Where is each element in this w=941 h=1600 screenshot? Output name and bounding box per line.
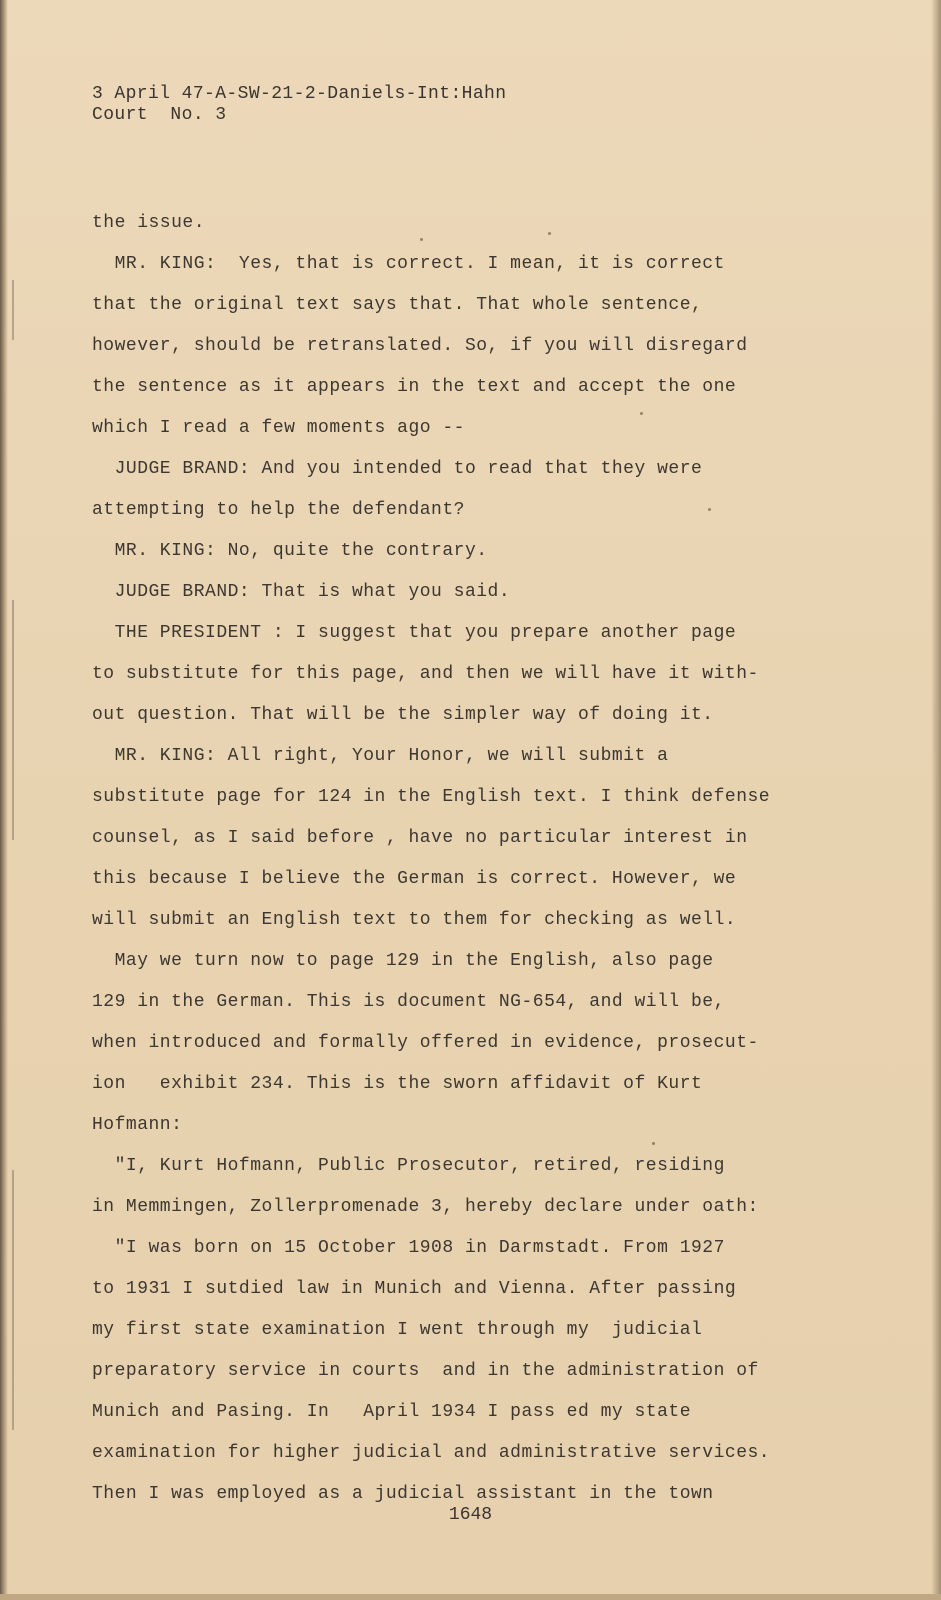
- document-header: [92, 84, 506, 126]
- text-line: the sentence as it appears in the text and accept the one: [92, 377, 737, 397]
- text-line: MR. KING: All right, Your Honor, we will submit a: [92, 746, 669, 766]
- text-line: 129 in the German. This is document NG-654, and will be,: [92, 992, 725, 1012]
- text-line: substitute page for 124 in the English text. I think defense: [92, 787, 771, 807]
- text-line: May we turn now to page 129 in the English, also page: [92, 951, 714, 971]
- text-line: preparatory service in courts and in the administration of: [92, 1361, 759, 1381]
- paper-speck: [420, 238, 423, 241]
- text-line: attempting to help the defendant?: [92, 500, 465, 520]
- text-line: to substitute for this page, and then we will have it with-: [92, 664, 759, 684]
- text-line: Hofmann:: [92, 1115, 183, 1135]
- paper-speck: [548, 232, 551, 235]
- page-bottom-edge: [0, 1594, 941, 1600]
- margin-mark: [12, 1170, 14, 1430]
- text-line: will submit an English text to them for checking as well.: [92, 910, 737, 930]
- text-line: counsel, as I said before , have no particular interest in: [92, 828, 748, 848]
- text-line: my first state examination I went through my judicial: [92, 1320, 703, 1340]
- text-line: when introduced and formally offered in evidence, prosecut-: [92, 1033, 759, 1053]
- text-line: ion exhibit 234. This is the sworn affidavit of Kurt: [92, 1074, 703, 1094]
- text-line: this because I believe the German is correct. However, we: [92, 869, 737, 889]
- header-line-1: 3 April 47-A-SW-21-2-Daniels-Int:Hahn: [92, 84, 507, 104]
- text-line: that the original text says that. That whole sentence,: [92, 295, 703, 315]
- text-line: examination for higher judicial and administrative services.: [92, 1443, 771, 1463]
- paper-speck: [640, 412, 643, 415]
- margin-mark: [12, 280, 14, 340]
- text-line: MR. KING: No, quite the contrary.: [92, 541, 488, 561]
- page-left-edge: [0, 0, 8, 1600]
- text-line: in Memmingen, Zollerpromenade 3, hereby declare under oath:: [92, 1197, 759, 1217]
- text-line: "I was born on 15 October 1908 in Darmstadt. From 1927: [92, 1238, 725, 1258]
- text-line: to 1931 I sutdied law in Munich and Vienna. After passing: [92, 1279, 737, 1299]
- page-right-edge: [931, 0, 941, 1600]
- text-line: Munich and Pasing. In April 1934 I pass ed my state: [92, 1402, 691, 1422]
- text-line: the issue.: [92, 213, 206, 233]
- text-line: MR. KING: Yes, that is correct. I mean, it is correct: [92, 254, 725, 274]
- paper-speck: [652, 1142, 655, 1145]
- text-line: out question. That will be the simpler way of doing it.: [92, 705, 714, 725]
- text-line: JUDGE BRAND: That is what you said.: [92, 582, 511, 602]
- text-line: THE PRESIDENT : I suggest that you prepare another page: [92, 623, 737, 643]
- page-number: 1648: [448, 1505, 493, 1525]
- paper-speck: [708, 508, 711, 511]
- text-line: however, should be retranslated. So, if you will disregard: [92, 336, 748, 356]
- margin-mark: [12, 600, 14, 840]
- header-line-2: Court No. 3: [92, 105, 227, 125]
- text-line: "I, Kurt Hofmann, Public Prosecutor, retired, residing: [92, 1156, 725, 1176]
- text-line: which I read a few moments ago --: [92, 418, 465, 438]
- text-line: Then I was employed as a judicial assistant in the town: [92, 1484, 714, 1504]
- text-line: JUDGE BRAND: And you intended to read that they were: [92, 459, 703, 479]
- transcript-body: [92, 203, 832, 1515]
